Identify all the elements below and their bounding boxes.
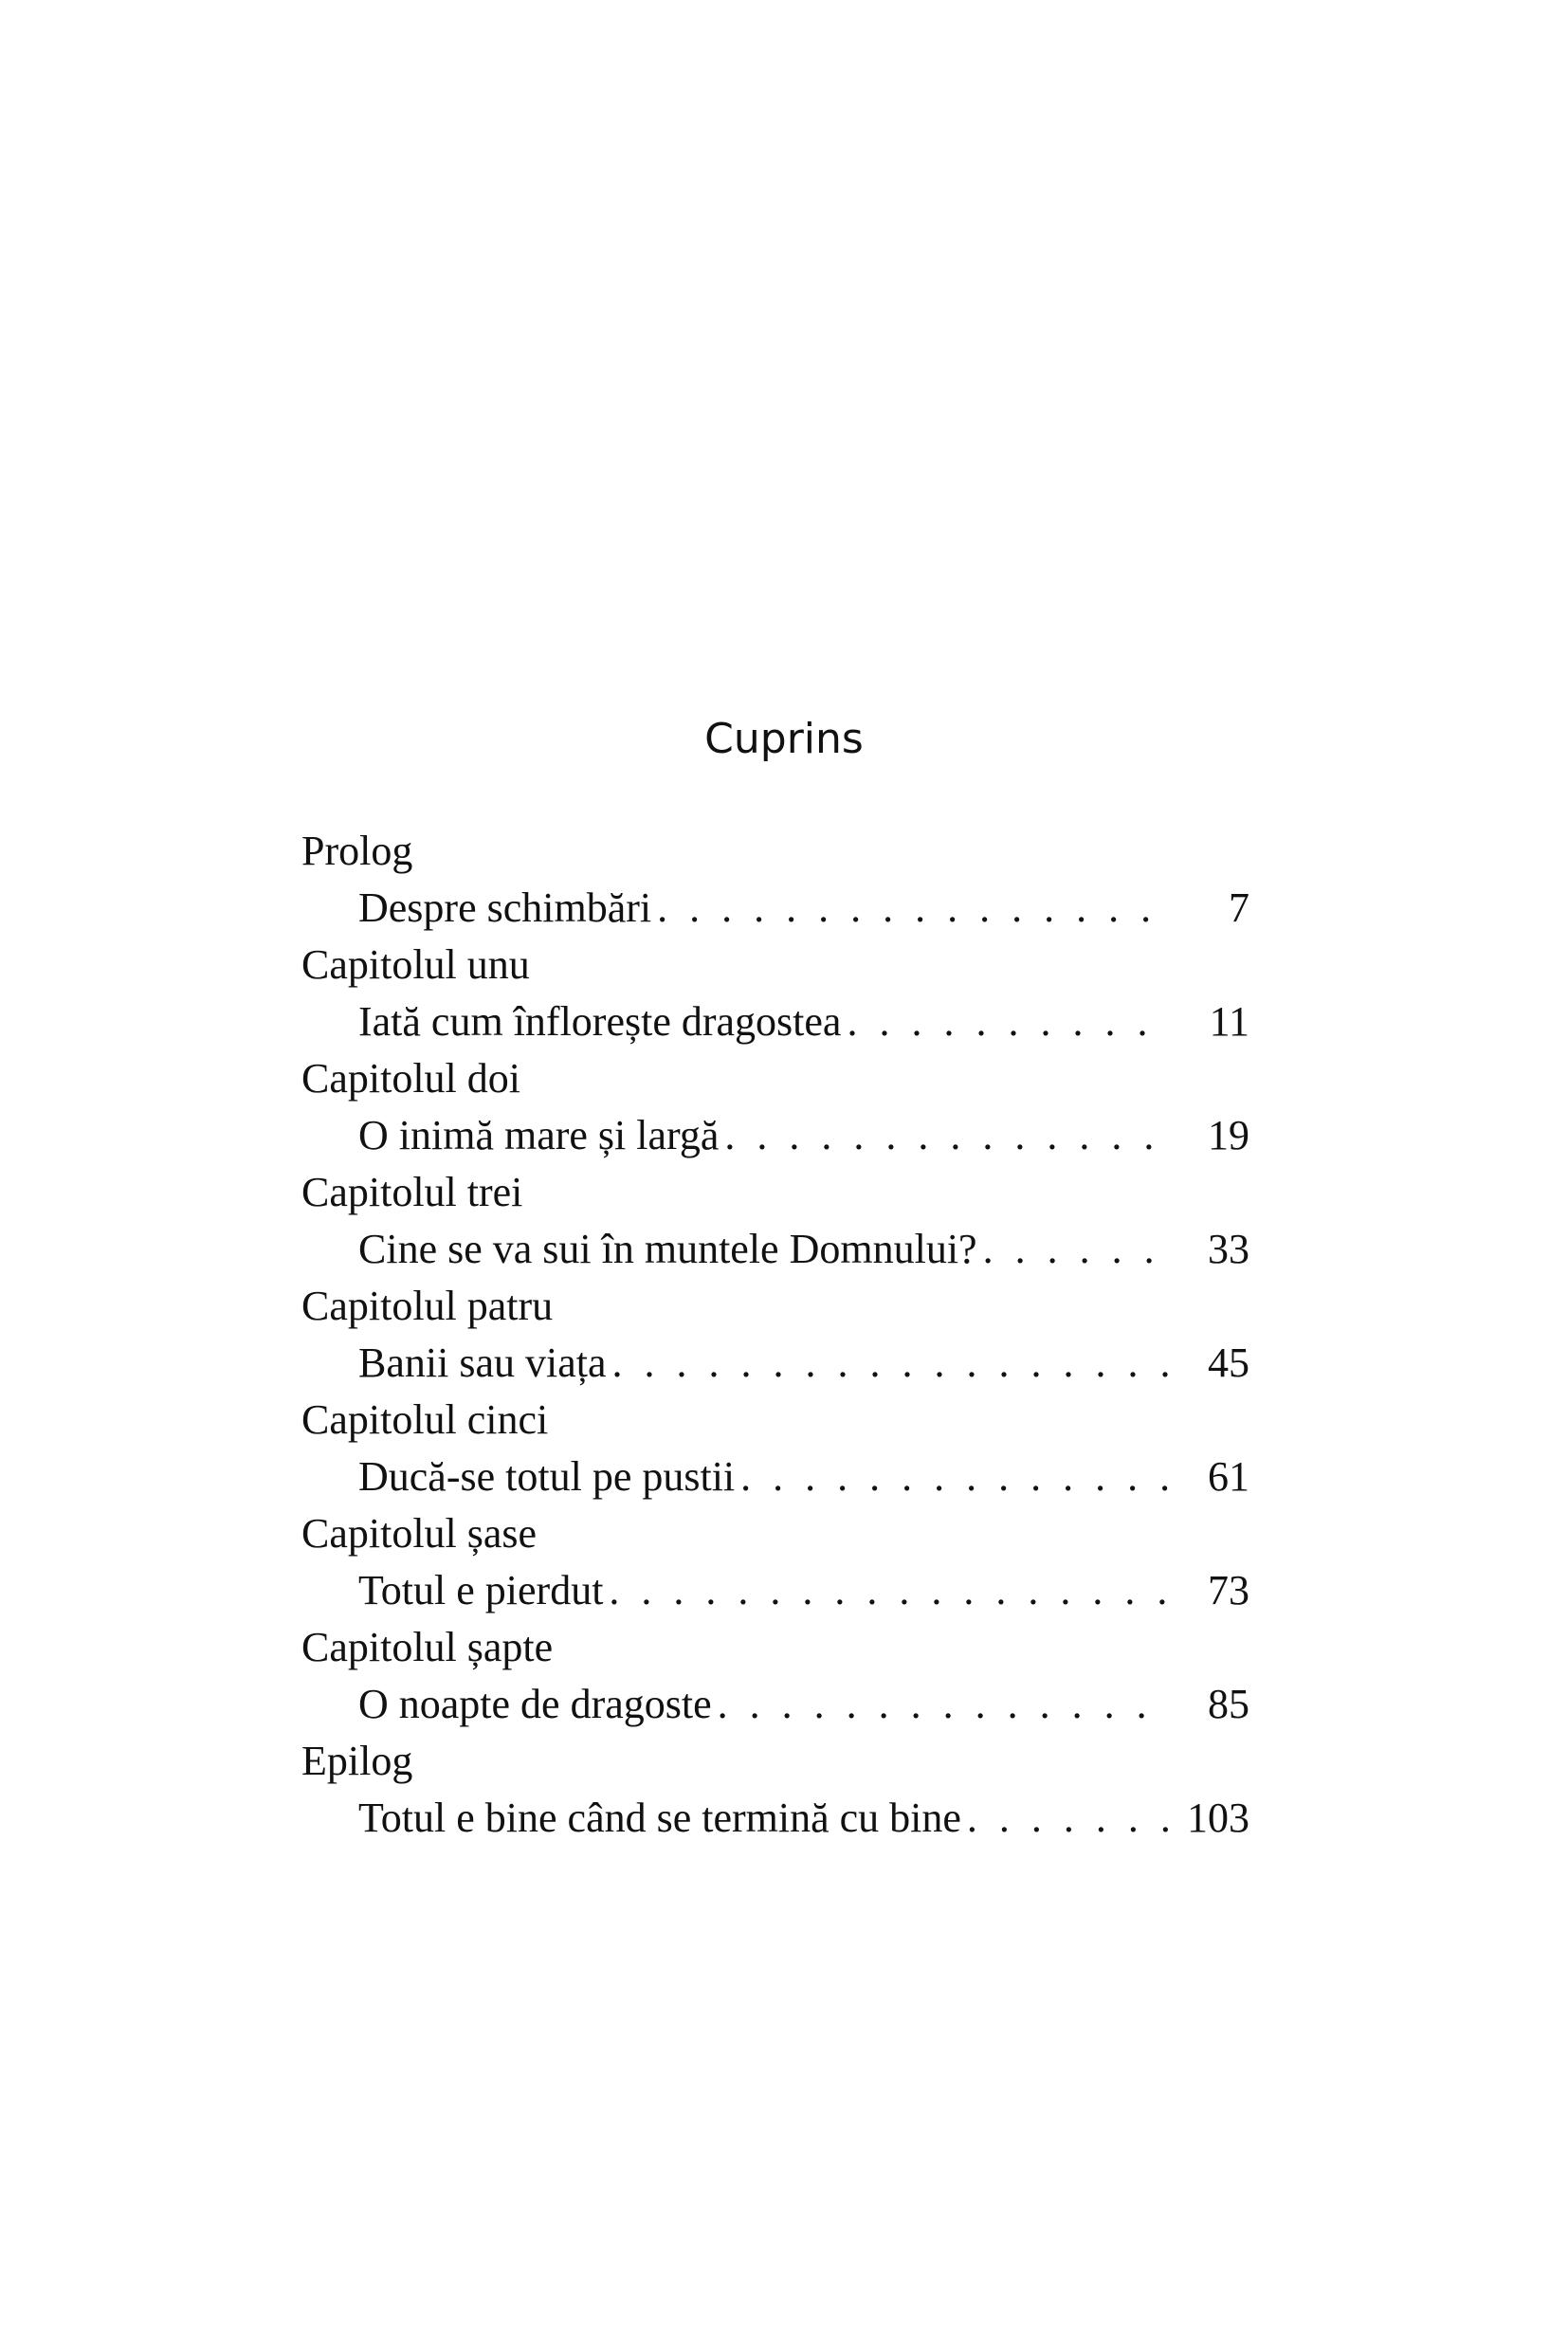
dot-leader [651, 880, 1168, 937]
entry-line[interactable] [358, 993, 1249, 1050]
page-number: 19 [1208, 1112, 1249, 1158]
entry-line[interactable] [358, 1790, 1249, 1847]
page-number: 45 [1208, 1340, 1249, 1386]
page-number: 11 [1209, 998, 1249, 1045]
entry-line[interactable] [358, 1562, 1249, 1619]
toc-entry-chapter-6 [301, 1505, 1249, 1619]
dot-leader [719, 1107, 1168, 1164]
chapter-label: Epilog [301, 1738, 413, 1784]
dot-leader [841, 993, 1168, 1050]
toc-entry-chapter-4 [301, 1278, 1249, 1392]
entry-line[interactable] [358, 1676, 1249, 1733]
page-number: 33 [1208, 1226, 1249, 1272]
chapter-label: Prolog [301, 828, 413, 874]
chapter-label: Capitolul șapte [301, 1624, 554, 1670]
entry-title: Totul e bine când se termină cu bine [358, 1795, 961, 1841]
entry-line[interactable] [358, 1107, 1249, 1164]
entry-line[interactable] [358, 1221, 1249, 1278]
toc-entry-chapter-3 [301, 1164, 1249, 1278]
entry-title: Ducă-se totul pe pustii [358, 1453, 736, 1500]
entry-title: O inimă mare și largă [358, 1112, 720, 1158]
dot-leader [735, 1449, 1168, 1505]
entry-line[interactable] [358, 880, 1249, 937]
toc-entry-prolog [301, 823, 1249, 937]
chapter-label: Capitolul cinci [301, 1396, 549, 1443]
entry-title: O noapte de dragoste [358, 1681, 712, 1727]
table-of-contents [301, 823, 1249, 1847]
dot-leader [961, 1790, 1168, 1847]
dot-leader [607, 1335, 1169, 1392]
page-number: 85 [1208, 1681, 1249, 1727]
toc-entry-chapter-7 [301, 1619, 1249, 1733]
page-number: 73 [1208, 1567, 1249, 1613]
page-number: 7 [1229, 884, 1249, 931]
entry-line[interactable] [358, 1335, 1249, 1392]
entry-title: Cine se va sui în muntele Domnului? [358, 1226, 977, 1272]
dot-leader [603, 1562, 1168, 1619]
toc-entry-chapter-1 [301, 937, 1249, 1050]
entry-title: Despre schimbări [358, 884, 652, 931]
chapter-label: Capitolul patru [301, 1283, 554, 1329]
toc-entry-epilog [301, 1733, 1249, 1847]
chapter-label: Capitolul unu [301, 941, 530, 988]
entry-line[interactable] [358, 1449, 1249, 1505]
dot-leader [712, 1676, 1168, 1733]
chapter-label: Capitolul șase [301, 1510, 538, 1557]
chapter-label: Capitolul doi [301, 1055, 520, 1102]
toc-title: Cuprins [704, 715, 864, 763]
chapter-label: Capitolul trei [301, 1169, 523, 1215]
entry-title: Banii sau viața [358, 1340, 607, 1386]
entry-title: Iată cum înflorește dragostea [358, 998, 842, 1045]
toc-entry-chapter-2 [301, 1050, 1249, 1164]
page-number: 103 [1187, 1795, 1249, 1841]
page-number: 61 [1208, 1453, 1249, 1500]
dot-leader [977, 1221, 1168, 1278]
entry-title: Totul e pierdut [358, 1567, 604, 1613]
toc-entry-chapter-5 [301, 1392, 1249, 1505]
